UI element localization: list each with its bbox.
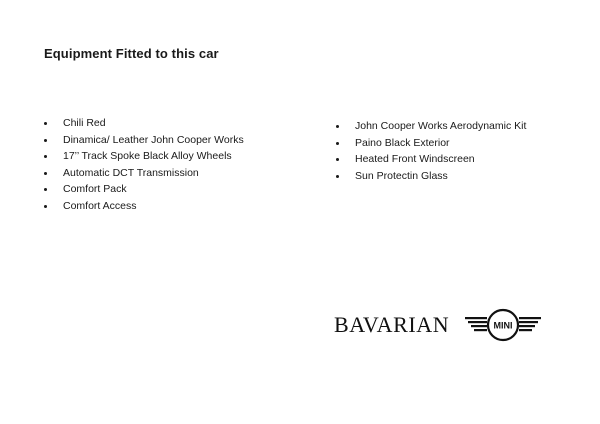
list-item-label: Comfort Access (63, 199, 137, 212)
list-item-label: Paino Black Exterior (355, 136, 450, 149)
equipment-list-right (355, 118, 526, 184)
list-item-label: Heated Front Windscreen (355, 153, 475, 166)
list-item (63, 132, 244, 149)
list-item-label: 17’’ Track Spoke Black Alloy Wheels (63, 150, 232, 163)
list-item-label: Dinamica/ Leather John Cooper Works (63, 133, 244, 146)
bullet-icon (44, 188, 47, 191)
brand-name: BAVARIAN (334, 312, 450, 337)
list-item (355, 151, 526, 168)
list-item (355, 135, 526, 152)
bullet-icon (44, 139, 47, 142)
list-item (355, 118, 526, 135)
bullet-icon (44, 122, 47, 125)
list-item (355, 168, 526, 185)
list-item (63, 165, 244, 182)
mini-logo-text: MINI (493, 320, 513, 331)
bullet-icon (336, 158, 339, 161)
bullet-icon (44, 205, 47, 208)
mini-wings-logo-icon (465, 308, 541, 342)
bullet-icon (336, 142, 339, 145)
list-item-label: Sun Protectin Glass (355, 169, 448, 182)
list-item-label: John Cooper Works Aerodynamic Kit (355, 120, 527, 132)
list-item-label: Automatic DCT Transmission (63, 166, 199, 179)
dealer-logo (334, 308, 541, 342)
list-item (63, 198, 244, 215)
list-item-label: Comfort Pack (63, 183, 127, 196)
equipment-list-left (63, 115, 244, 215)
list-item (63, 148, 244, 165)
bullet-icon (44, 172, 47, 175)
bullet-icon (44, 155, 47, 158)
list-item (63, 115, 244, 132)
bullet-icon (336, 175, 339, 178)
list-item (63, 181, 244, 198)
page-title: Equipment Fitted to this car (44, 46, 219, 61)
list-item-label: Chili Red (63, 117, 106, 129)
bullet-icon (336, 125, 339, 128)
